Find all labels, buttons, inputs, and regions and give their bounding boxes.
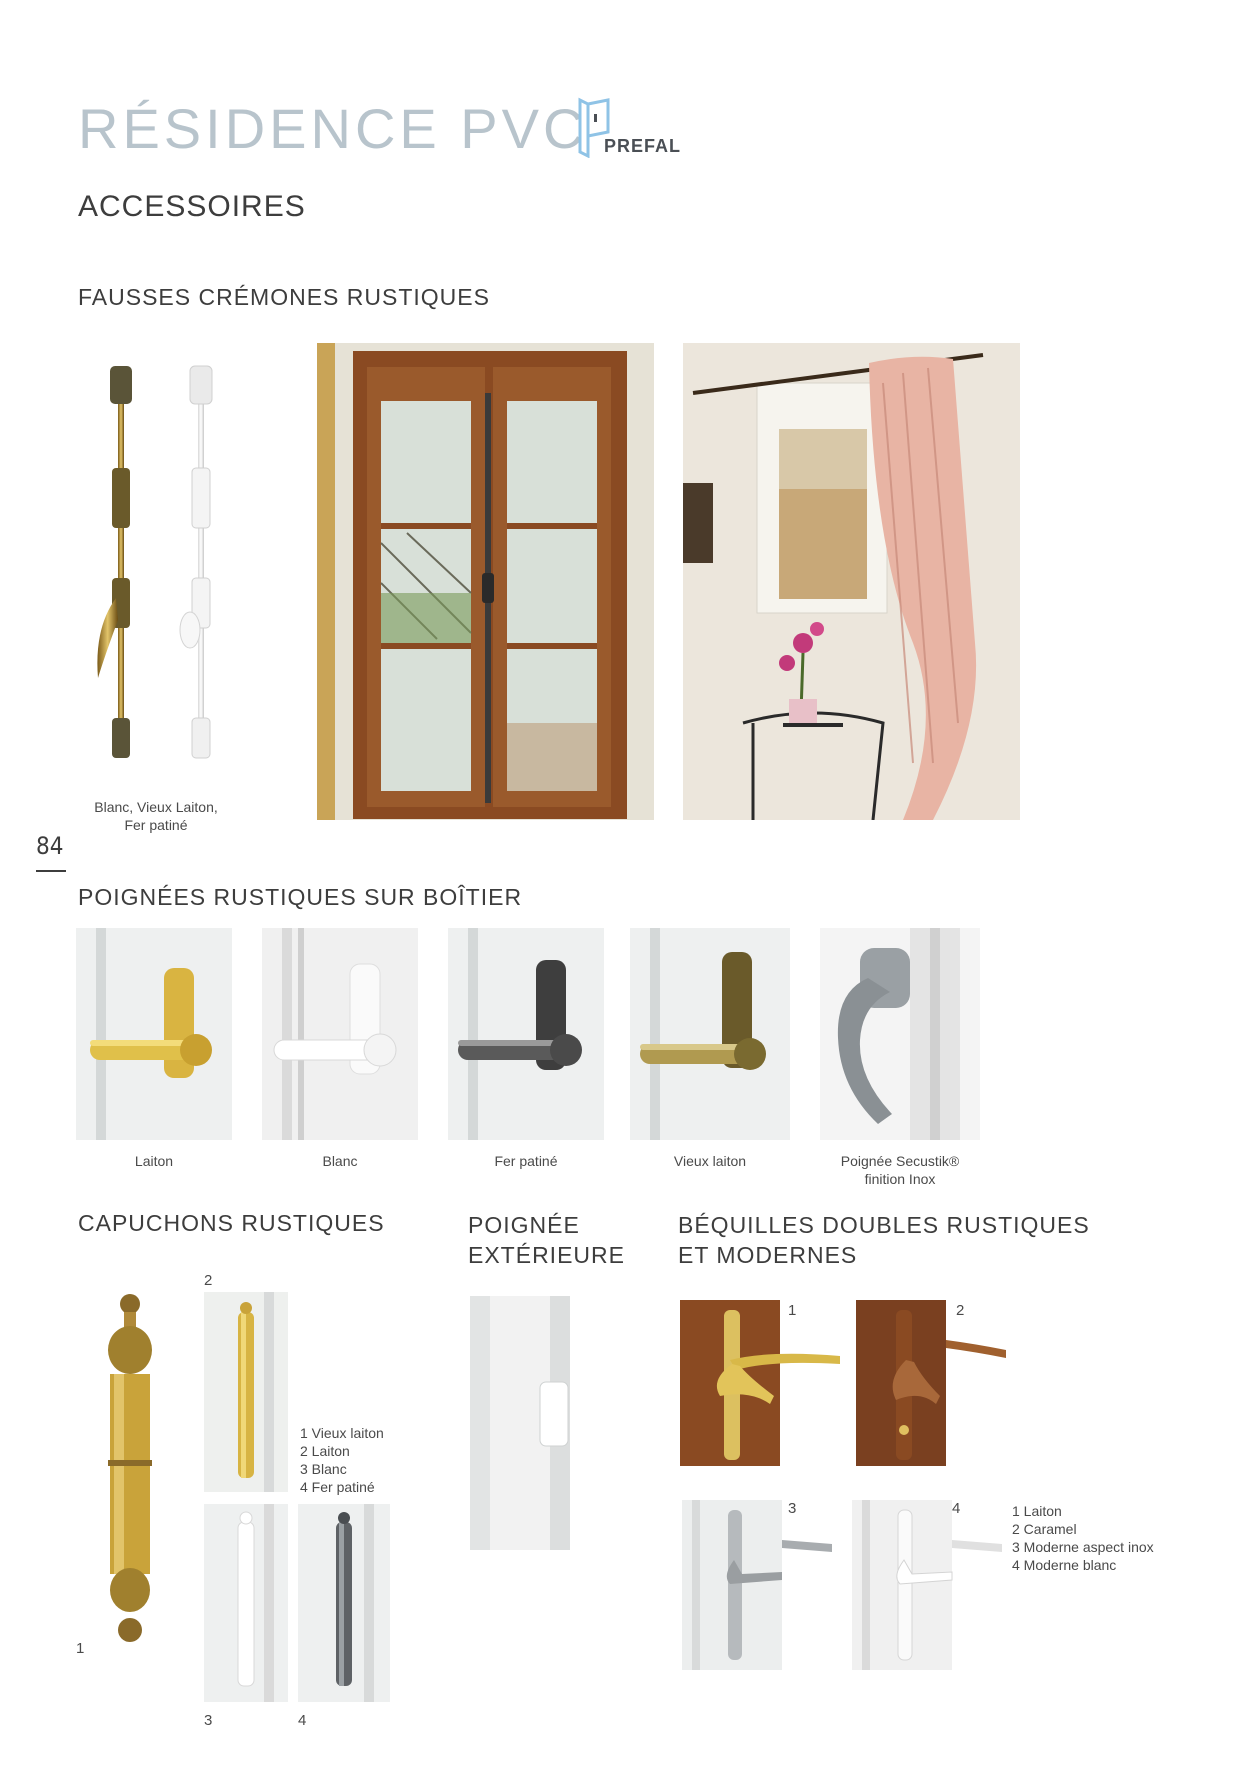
cremone-product-image [86,358,236,768]
bequille-2-image [856,1300,1016,1466]
page-title: RÉSIDENCE PVC [78,97,588,160]
handle-caption: Laiton [134,1153,174,1169]
capuchon-number: 2 [204,1272,213,1289]
legend-line: 2 Caramel [1012,1521,1077,1537]
handle-laiton-image [76,928,232,1140]
handle-caption: Vieux laiton [673,1153,747,1169]
section-heading-poignees: POIGNÉES RUSTIQUES SUR BOÎTIER [78,884,523,910]
section-heading-bequilles [678,1210,1090,1270]
heading-line: POIGNÉE [468,1212,580,1238]
bequille-3-image [682,1500,832,1670]
bequille-number: 1 [788,1302,797,1319]
legend-line: 3 Moderne aspect inox [1012,1539,1154,1555]
caption-line: Poignée Secustik® [840,1153,960,1169]
legend-line: 2 Laiton [300,1443,350,1459]
white-window-curtain-photo [683,343,1020,820]
handle-caption: Fer patiné [494,1153,558,1169]
bequille-4-image [852,1500,1002,1670]
exterior-handle-image [470,1296,570,1550]
cremone-caption [66,798,246,834]
wooden-window-photo [317,343,654,820]
section-heading-capuchons: CAPUCHONS RUSTIQUES [78,1210,385,1236]
legend-line: 4 Fer patiné [300,1479,375,1495]
capuchon-number: 3 [204,1712,213,1729]
capuchon-2-image [204,1292,288,1492]
handle-vieux-laiton-image [630,928,790,1140]
bequille-number: 2 [956,1302,965,1319]
handle-secustik-image [820,928,980,1140]
capuchon-number: 1 [76,1640,85,1657]
heading-line: EXTÉRIEURE [468,1242,625,1268]
caption-line: finition Inox [864,1171,936,1187]
bequille-number: 3 [788,1500,797,1517]
handle-caption-secustik [820,1152,980,1188]
capuchon-legend [300,1424,384,1496]
bequille-number: 4 [952,1500,961,1517]
legend-line: 1 Vieux laiton [300,1425,384,1441]
section-heading-cremones: FAUSSES CRÉMONES RUSTIQUES [78,284,490,310]
handle-caption: Blanc [322,1153,358,1169]
handle-fer-patine-image [448,928,604,1140]
capuchon-number: 4 [298,1712,307,1729]
heading-line: ET MODERNES [678,1242,858,1268]
bequille-1-image [680,1300,840,1466]
bequille-legend [1012,1502,1154,1574]
caption-line: Blanc, Vieux Laiton, [94,799,218,815]
heading-line: BÉQUILLES DOUBLES RUSTIQUES [678,1212,1090,1238]
capuchon-4-image [298,1504,390,1702]
section-heading-exterieure [468,1210,625,1270]
legend-line: 4 Moderne blanc [1012,1557,1117,1573]
brand-name: PREFAL [604,136,682,156]
handle-blanc-image [262,928,418,1140]
legend-line: 1 Laiton [1012,1503,1062,1519]
caption-line: Fer patiné [124,817,188,833]
capuchon-3-image [204,1504,288,1702]
page-number-rule [36,870,66,872]
page-subtitle: ACCESSOIRES [78,190,306,223]
legend-line: 3 Blanc [300,1461,347,1477]
capuchon-1-image [100,1290,160,1650]
page-number: 84 [36,832,64,860]
